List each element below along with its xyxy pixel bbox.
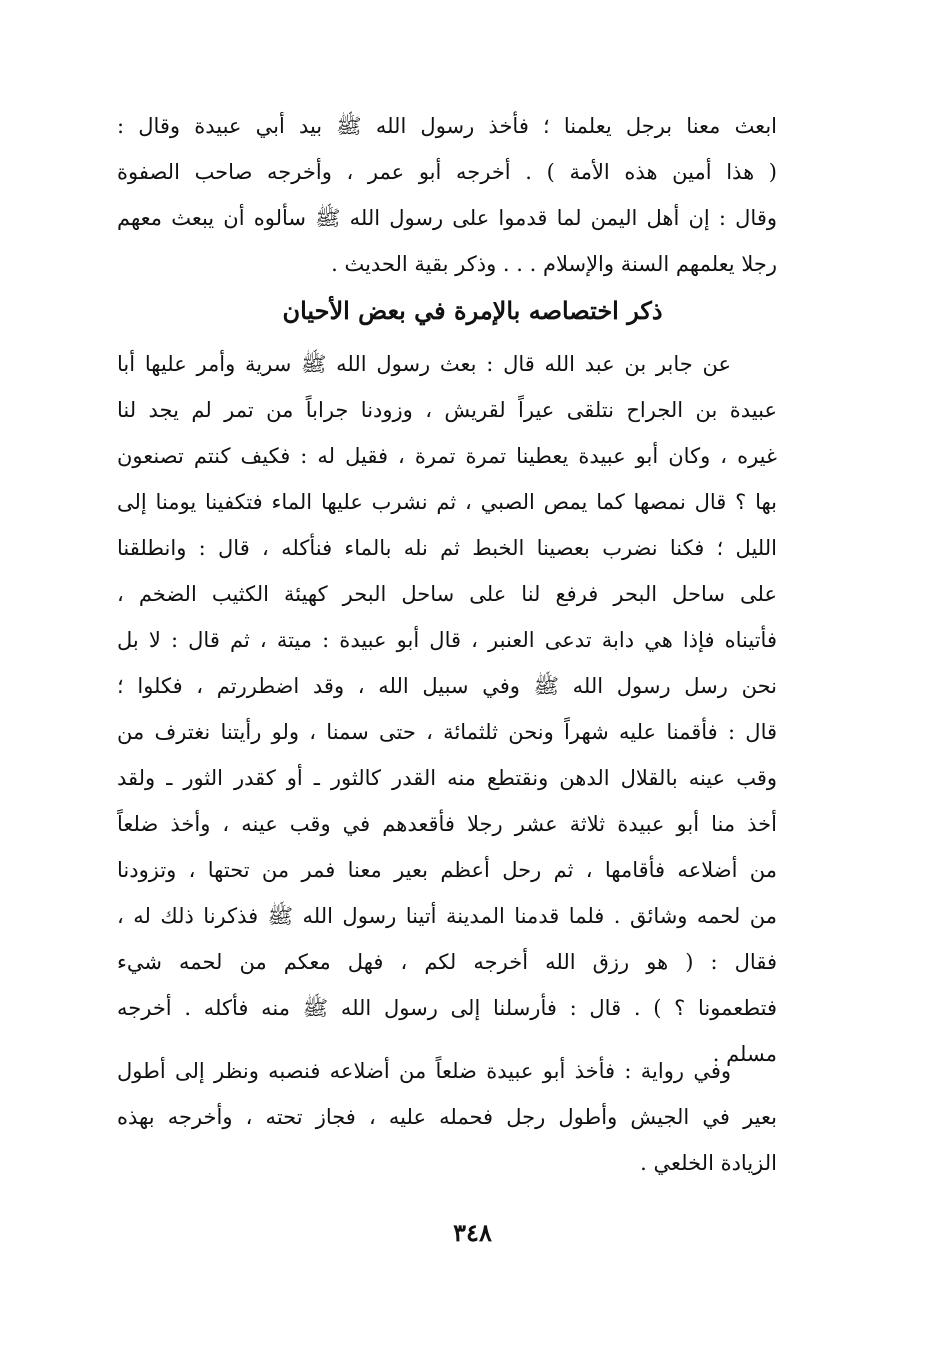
text-line: من أضلاعه فأقامها ، ثم رحل أعظم بعير معنا فمر من تحتها ، وتزودنا <box>117 858 777 882</box>
hadith-paragraph <box>117 341 777 1077</box>
text-line: على ساحل البحر فرفع لنا على ساحل البحر كهيئة الكثيب الضخم ، <box>117 582 777 606</box>
text-line: قال : فأقمنا عليه شهراً ونحن ثلثمائة ، حتى سمنا ، ولو رأيتنا نغترف من <box>117 720 777 744</box>
text-line: فتطعمونا ؟ ) . قال : فأرسلنا إلى رسول الله ﷺ منه فأكله . أخرجه <box>117 996 777 1020</box>
text-line: وقب عينه بالقلال الدهن ونقتطع منه القدر كالثور ـ أو كقدر الثور ـ ولقد <box>117 766 777 790</box>
text-line: وقال : إن أهل اليمن لما قدموا على رسول الله ﷺ سألوه أن يبعث معهم <box>117 206 777 230</box>
text-line: الليل ؛ فكنا نضرب بعصينا الخبط ثم نله بالماء فنأكله ، قال : وانطلقنا <box>117 536 777 560</box>
text-line: أخذ منا أبو عبيدة ثلاثة عشر رجلا فأقعدهم في وقب عينه ، وأخذ ضلعاً <box>117 812 777 836</box>
riwaya-paragraph <box>117 1048 777 1186</box>
text-line: ابعث معنا برجل يعلمنا ؛ فأخذ رسول الله ﷺ بيد أبي عبيدة وقال : <box>117 114 777 138</box>
text-line: من لحمه وشائق . فلما قدمنا المدينة أتينا رسول الله ﷺ فذكرنا ذلك له ، <box>117 904 777 928</box>
text-line: نحن رسل رسول الله ﷺ وفي سبيل الله ، وقد اضطررتم ، فكلوا ؛ <box>117 674 777 698</box>
text-line: عن جابر بن عبد الله قال : بعث رسول الله ﷺ سرية وأمر عليها أبا <box>117 352 731 376</box>
intro-paragraph <box>117 103 777 287</box>
text-line: ( هذا أمين هذه الأمة ) . أخرجه أبو عمر ، وأخرجه صاحب الصفوة <box>117 160 777 184</box>
text-line: رجلا يعلمهم السنة والإسلام . . . وذكر بقية الحديث . <box>331 252 777 276</box>
text-line: بعير في الجيش وأطول رجل فحمله عليه ، فجاز تحته ، وأخرجه بهذه <box>117 1105 777 1129</box>
text-line: عبيدة بن الجراح نتلقى عيراً لقريش ، وزودنا جراباً من تمر لم يجد لنا <box>117 398 777 422</box>
page-number: ٣٤٨ <box>453 1218 492 1247</box>
text-line: وفي رواية : فأخذ أبو عبيدة ضلعاً من أضلاعه فنصبه ونظر إلى أطول <box>117 1059 731 1083</box>
text-line: فقال : ( هو رزق الله أخرجه لكم ، فهل معكم من لحمه شيء <box>117 950 777 974</box>
text-line: بها ؟ قال نمصها كما يمص الصبي ، ثم نشرب عليها الماء فتكفينا يومنا إلى <box>117 490 777 514</box>
section-heading: ذكر اختصاصه بالإمرة في بعض الأحيان <box>282 296 663 325</box>
text-line: مسلم . <box>712 1042 777 1066</box>
text-line: غيره ، وكان أبو عبيدة يعطينا تمرة تمرة ، فقيل له : فكيف كنتم تصنعون <box>117 444 777 468</box>
text-line: فأتيناه فإذا هي دابة تدعى العنبر ، قال أبو عبيدة : ميتة ، ثم قال : لا بل <box>117 628 777 652</box>
text-line: الزيادة الخلعي . <box>640 1151 777 1175</box>
